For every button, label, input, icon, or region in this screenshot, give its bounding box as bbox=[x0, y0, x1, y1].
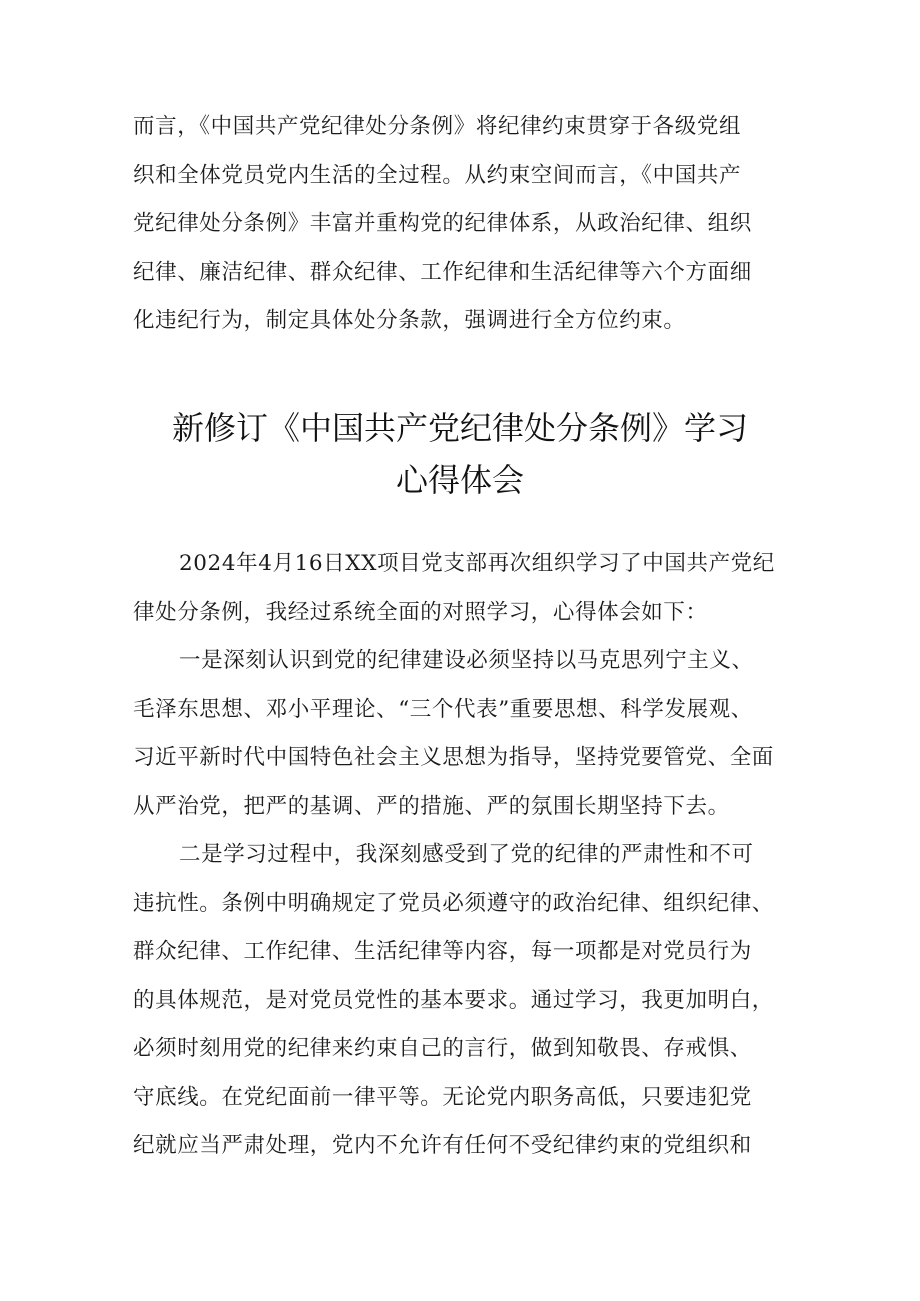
body-line: 2024年4月16日XX项目党支部再次组织学习了中国共产党纪 bbox=[179, 551, 775, 576]
document-title bbox=[0, 402, 920, 506]
body-line: 守底线。在党纪面前一律平等。无论党内职务高低，只要违犯党 bbox=[133, 1084, 752, 1110]
intro-line: 而言，《中国共产党纪律处分条例》将纪律约束贯穿于各级党组 bbox=[133, 114, 742, 139]
intro-line: 党纪律处分条例》丰富并重构党的纪律体系，从政治纪律、组织 bbox=[133, 211, 752, 236]
body-line: 违抗性。条例中明确规定了党员必须遵守的政治纪律、组织纪律、 bbox=[133, 890, 774, 916]
body-line: 从严治党，把严的基调、严的措施、严的氛围长期坚持下去。 bbox=[133, 793, 730, 819]
body-paragraph-2 bbox=[133, 637, 793, 831]
body-line: 毛泽东思想、邓小平理论、“三个代表”重要思想、科学发展观、 bbox=[133, 696, 753, 722]
intro-line: 织和全体党员党内生活的全过程。从约束空间而言，《中国共产 bbox=[133, 162, 742, 188]
title-line-2: 心得体会 bbox=[395, 461, 524, 499]
body-line: 习近平新时代中国特色社会主义思想为指导，坚持党要管党、全面 bbox=[133, 745, 774, 770]
body-line: 必须时刻用党的纪律来约束自己的言行，做到知敬畏、存戒惧、 bbox=[133, 1036, 752, 1061]
body-paragraph-1 bbox=[133, 540, 793, 637]
body-line: 律处分条例，我经过系统全面的对照学习，心得体会如下： bbox=[133, 599, 708, 625]
body-line: 二是学习过程中，我深刻感受到了党的纪律的严肃性和不可 bbox=[179, 842, 754, 867]
body-line: 群众纪律、工作纪律、生活纪律等内容，每一项都是对党员行为 bbox=[133, 939, 752, 964]
intro-line: 纪律、廉洁纪律、群众纪律、工作纪律和生活纪律等六个方面细 bbox=[133, 259, 752, 285]
intro-paragraph bbox=[133, 103, 793, 346]
body-line: 纪就应当严肃处理，党内不允许有任何不受纪律约束的党组织和 bbox=[133, 1133, 752, 1158]
body-line: 的具体规范，是对党员党性的基本要求。通过学习，我更加明白， bbox=[133, 987, 774, 1013]
body-paragraph-3 bbox=[133, 831, 793, 1171]
intro-line: 化违纪行为，制定具体处分条款，强调进行全方位约束。 bbox=[133, 308, 686, 333]
body-line: 一是深刻认识到党的纪律建设必须坚持以马克思列宁主义、 bbox=[179, 648, 754, 673]
title-line-1: 新修订《中国共产党纪律处分条例》学习 bbox=[171, 409, 748, 447]
